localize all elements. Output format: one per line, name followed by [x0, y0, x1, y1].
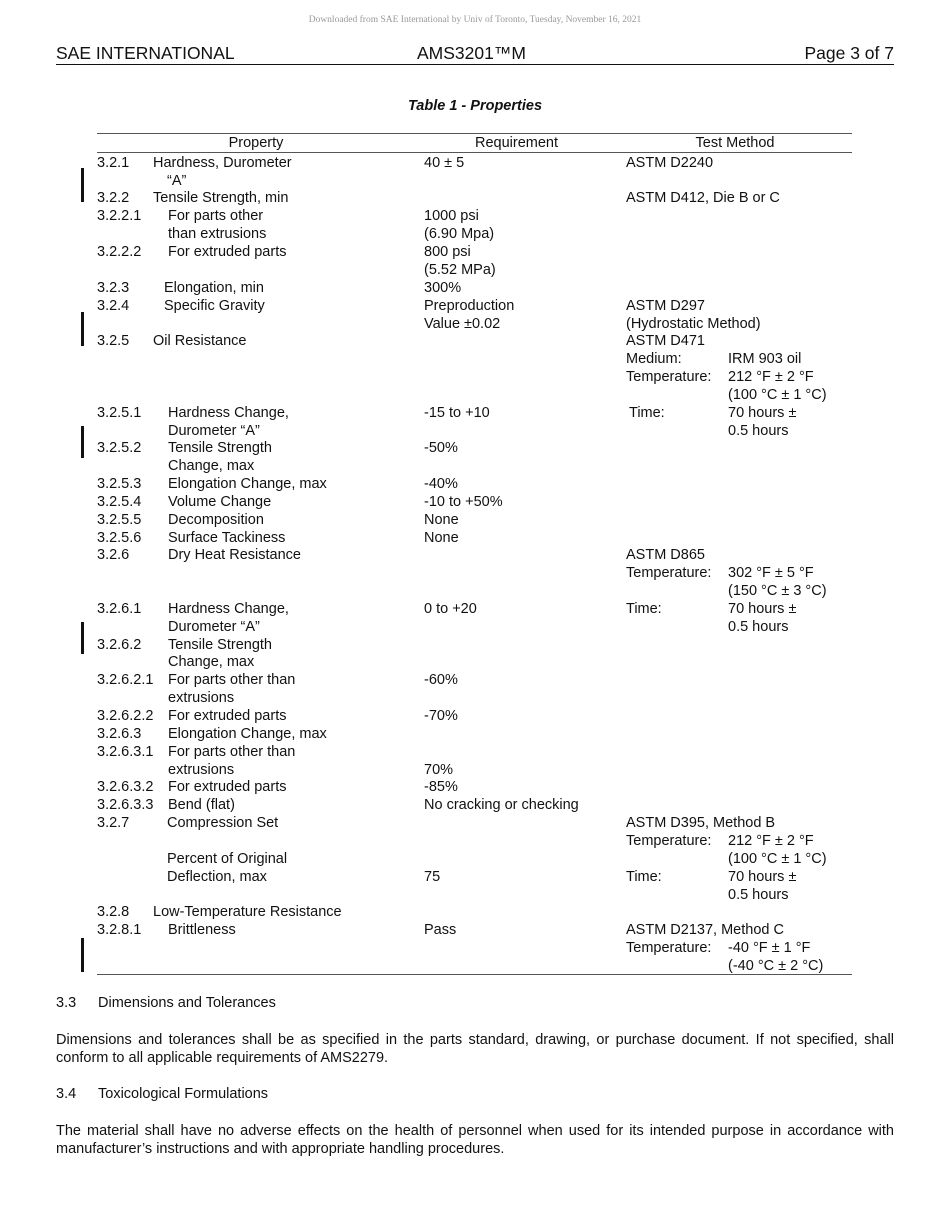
table-cell-text: -50% [424, 440, 458, 456]
table-cell-text: 3.2.5.3 [97, 476, 142, 492]
table-cell-text: 3.2.5.1 [97, 405, 142, 421]
table-cell-text: Time: [629, 405, 665, 421]
table-cell-text: 75 [424, 869, 441, 885]
table-cell-text: Low-Temperature Resistance [153, 904, 342, 920]
table-bottom-rule [97, 974, 852, 975]
table-cell-text: Tensile Strength [168, 637, 272, 653]
table-cell-text: Temperature: [626, 940, 712, 956]
table-cell-text: 0 to +20 [424, 601, 477, 617]
table-cell-text: Hardness, Durometer [153, 155, 292, 171]
table-cell-text: 3.2.4 [97, 298, 130, 314]
table-cell-text: Elongation, min [164, 280, 264, 296]
table-cell-text: 212 °F ± 2 °F [728, 369, 814, 385]
table-cell-text: Medium: [626, 351, 682, 367]
column-header-test-method: Test Method [695, 135, 775, 151]
table-cell-text: 70 hours ± [728, 869, 797, 885]
table-cell-text: Temperature: [626, 369, 712, 385]
table-cell-text: Surface Tackiness [168, 530, 286, 546]
table-cell-text: 70% [424, 762, 454, 778]
table-cell-text: 3.2.7 [97, 815, 130, 831]
table-cell-text: 3.2.5.2 [97, 440, 142, 456]
table-cell-text: -40 °F ± 1 °F [728, 940, 811, 956]
table-cell-text: ASTM D395, Method B [626, 815, 776, 831]
column-header-property: Property [228, 135, 284, 151]
table-cell-text: -40% [424, 476, 458, 492]
table-cell-text: 3.2.6.3.2 [97, 779, 154, 795]
table-cell-text: Hardness Change, [168, 601, 289, 617]
table-cell-text: 3.2.3 [97, 280, 130, 296]
table-cell-text: Dry Heat Resistance [168, 547, 301, 563]
table-cell-text: Specific Gravity [164, 298, 265, 314]
table-cell-text: Brittleness [168, 922, 236, 938]
section-body-3-4: The material shall have no adverse effects on the health of personnel when used for its intended purpose in accordance with manufacturer’s instructions and with appropriate handling procedures. [56, 1123, 894, 1157]
table-cell-text: -15 to +10 [424, 405, 490, 421]
section-title: Toxicological Formulations [98, 1086, 269, 1102]
table-cell-text: 1000 psi [424, 208, 479, 224]
table-cell-text: -10 to +50% [424, 494, 503, 510]
section-number: 3.4 [56, 1086, 77, 1102]
section-heading-3-4 [56, 1085, 268, 1103]
table-cell-text: extrusions [168, 762, 235, 778]
table-cell-text: For parts other [168, 208, 264, 224]
table-cell-text: Hardness Change, [168, 405, 289, 421]
table-cell-text: Durometer “A” [168, 619, 260, 635]
table-cell-text: Temperature: [626, 565, 712, 581]
table-cell-text: Time: [626, 601, 662, 617]
table-cell-text: 3.2.5 [97, 333, 130, 349]
table-cell-text: 3.2.5.4 [97, 494, 142, 510]
table-cell-text: 70 hours ± [728, 405, 797, 421]
table-cell-text: 3.2.8 [97, 904, 130, 920]
column-header-requirement: Requirement [474, 135, 558, 151]
table-cell-text: Oil Resistance [153, 333, 247, 349]
table-cell-text: 0.5 hours [728, 423, 789, 439]
table-cell-text: 3.2.5.6 [97, 530, 142, 546]
table-cell-text: 0.5 hours [728, 887, 789, 903]
table-cell-text: Decomposition [168, 512, 264, 528]
table-cell-text: 3.2.6.3 [97, 726, 142, 742]
table-cell-text: 3.2.6.3.3 [97, 797, 154, 813]
table-cell-text: -85% [424, 779, 458, 795]
table-header-rule [97, 152, 852, 153]
table-cell-text: For parts other than [168, 744, 296, 760]
table-cell-text: Durometer “A” [168, 423, 260, 439]
table-cell-text: Temperature: [626, 833, 712, 849]
table-cell-text: 3.2.6.2.2 [97, 708, 154, 724]
table-cell-text: Change, max [168, 458, 255, 474]
section-body-3-3: Dimensions and tolerances shall be as specified in the parts standard, drawing, or purchase document. If not specified, shall conform to all applicable requirements of AMS2279. [56, 1032, 894, 1066]
table-cell-text: than extrusions [168, 226, 267, 242]
table-cell-text: Time: [626, 869, 662, 885]
table-cell-text: 70 hours ± [728, 601, 797, 617]
table-cell-text: 300% [424, 280, 462, 296]
table-cell-text: extrusions [168, 690, 235, 706]
page-header [56, 43, 894, 65]
table-cell-text: 3.2.2 [97, 190, 130, 206]
table-cell-text: 3.2.6.2.1 [97, 672, 154, 688]
table-cell-text: None [424, 530, 459, 546]
download-notice: Downloaded from SAE International by Univ of Toronto, Tuesday, November 16, 2021 [308, 15, 642, 25]
table-cell-text: 40 ± 5 [424, 155, 465, 171]
table-cell-text: 3.2.6.3.1 [97, 744, 154, 760]
table-top-rule [97, 133, 852, 134]
table-cell-text: (100 °C ± 1 °C) [728, 387, 827, 403]
header-org: SAE INTERNATIONAL [56, 43, 235, 63]
table-cell-text: (5.52 MPa) [424, 262, 496, 278]
table-cell-text: Pass [424, 922, 457, 938]
table-cell-text: 302 °F ± 5 °F [728, 565, 814, 581]
revision-bar [81, 168, 84, 202]
table-cell-text: Bend (flat) [168, 797, 235, 813]
table-cell-text: Tensile Strength [168, 440, 272, 456]
table-cell-text: ASTM D412, Die B or C [626, 190, 780, 206]
header-doc-id: AMS3201™M [417, 43, 526, 63]
table-cell-text: ASTM D297 [626, 298, 705, 314]
table-cell-text: For extruded parts [168, 244, 287, 260]
table-cell-text: Compression Set [167, 815, 279, 831]
table-cell-text: Elongation Change, max [168, 726, 327, 742]
table-cell-text: For parts other than [168, 672, 296, 688]
revision-bar [81, 312, 84, 346]
table-cell-text: 0.5 hours [728, 619, 789, 635]
table-cell-text: Value ±0.02 [424, 316, 501, 332]
table-cell-text: 3.2.5.5 [97, 512, 142, 528]
table-cell-text: ASTM D2137, Method C [626, 922, 784, 938]
table-cell-text: (-40 °C ± 2 °C) [728, 958, 824, 974]
table-cell-text: ASTM D471 [626, 333, 705, 349]
table-cell-text: “A” [167, 173, 187, 189]
table-cell-text: (150 °C ± 3 °C) [728, 583, 827, 599]
table-cell-text: 3.2.6.1 [97, 601, 142, 617]
table-cell-text: 3.2.2.1 [97, 208, 142, 224]
table-cell-text: Volume Change [168, 494, 272, 510]
table-cell-text: IRM 903 oil [728, 351, 802, 367]
revision-bar [81, 622, 84, 654]
table-cell-text: (100 °C ± 1 °C) [728, 851, 827, 867]
table-cell-text: 800 psi [424, 244, 471, 260]
revision-bar [81, 426, 84, 458]
table-cell-text: (6.90 Mpa) [424, 226, 495, 242]
section-number: 3.3 [56, 995, 77, 1011]
table-cell-text: 3.2.6 [97, 547, 130, 563]
table-cell-text: ASTM D865 [626, 547, 705, 563]
table-cell-text: Tensile Strength, min [153, 190, 289, 206]
table-cell-text: Preproduction [424, 298, 515, 314]
revision-bar [81, 938, 84, 972]
table-cell-text: (Hydrostatic Method) [626, 316, 761, 332]
table-cell-text: Change, max [168, 654, 255, 670]
table-cell-text: Percent of Original [167, 851, 288, 867]
table-cell-text: -60% [424, 672, 458, 688]
table-cell-text: 212 °F ± 2 °F [728, 833, 814, 849]
table-cell-text: For extruded parts [168, 779, 287, 795]
table-cell-text: ASTM D2240 [626, 155, 714, 171]
section-title: Dimensions and Tolerances [98, 995, 276, 1011]
table-cell-text: 3.2.2.2 [97, 244, 142, 260]
table-cell-text: Elongation Change, max [168, 476, 327, 492]
table-cell-text: No cracking or checking [424, 797, 579, 813]
table-cell-text: For extruded parts [168, 708, 287, 724]
table-cell-text: 3.2.1 [97, 155, 130, 171]
table-cell-text: 3.2.6.2 [97, 637, 142, 653]
section-heading-3-3 [56, 994, 276, 1012]
table-cell-text: None [424, 512, 459, 528]
table-cell-text: Deflection, max [167, 869, 267, 885]
header-page-number: Page 3 of 7 [804, 43, 894, 63]
table-cell-text: 3.2.8.1 [97, 922, 142, 938]
table-cell-text: -70% [424, 708, 458, 724]
table-title: Table 1 - Properties [407, 98, 543, 114]
